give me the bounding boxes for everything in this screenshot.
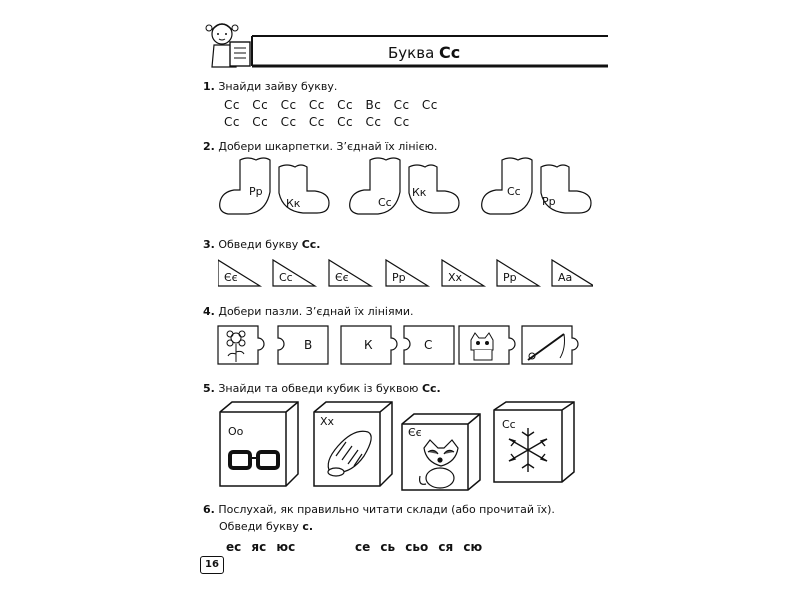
sock-label: Кк — [412, 186, 427, 199]
cube-letter: Хх — [320, 415, 335, 428]
cube-letter: Сс — [502, 418, 516, 431]
task3-instruction: 3. Обведи букву Сс. — [203, 238, 321, 251]
triangle-letter: Рр — [392, 271, 406, 284]
cube-letter: Єє — [408, 426, 422, 439]
triangle-letter: Хх — [448, 271, 463, 284]
task4-instruction: 4. Добери пазли. З’єднай їх лініями. — [203, 305, 414, 318]
task6-instruction-line2: Обведи букву с. — [219, 520, 314, 533]
puzzle-letter: С — [424, 338, 433, 352]
cube-letter: Оо — [228, 425, 244, 438]
task1-row2: Сс Сс Сс Сс Сс Сс Сс — [224, 115, 410, 129]
sock-label: Кк — [286, 197, 301, 210]
task1-row1: Сс Сс Сс Сс Сс Вс Сс Сс — [224, 98, 438, 112]
triangle-letter: Сс — [279, 271, 293, 284]
syllables-right: се сь сьо ся сю — [355, 540, 483, 554]
puzzle-pieces — [216, 322, 596, 368]
triangle-letter: Єє — [224, 271, 238, 284]
sock-label: Сс — [507, 185, 521, 198]
syllables-left: ес яс юс — [226, 540, 296, 554]
task1-instruction: 1. Знайди зайву букву. — [203, 80, 338, 93]
task5-instruction: 5. Знайди та обведи кубик із буквою Сс. — [203, 382, 441, 395]
girl-reading-icon — [206, 24, 250, 67]
triangle-letter: Аа — [558, 271, 573, 284]
triangle-letter: Рр — [503, 271, 517, 284]
page-number: 16 — [200, 556, 224, 574]
sock-label: Сс — [378, 196, 392, 209]
sock-label: Рр — [249, 185, 263, 198]
task2-instruction: 2. Добери шкарпетки. З’єднай їх лінією. — [203, 140, 438, 153]
puzzle-letter: В — [304, 338, 313, 352]
sock-label: Рр — [542, 195, 556, 208]
cubes — [218, 400, 598, 492]
puzzle-letter: К — [364, 338, 373, 352]
page-title: Буква Сс — [388, 43, 461, 62]
triangle-letter: Єє — [335, 271, 349, 284]
task6-instruction-line1: 6. Послухай, як правильно читати склади (або прочитай їх). — [203, 503, 555, 516]
socks-illustration — [215, 155, 595, 225]
